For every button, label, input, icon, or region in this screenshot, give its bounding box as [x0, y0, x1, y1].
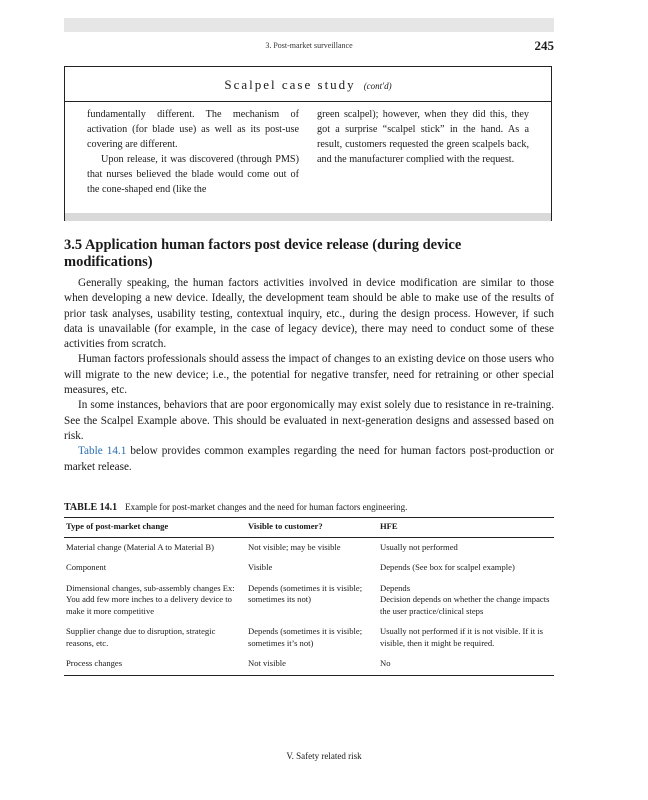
case-study-title [65, 77, 551, 93]
body-paragraph-4 [64, 444, 554, 475]
table-cell: Supplier change due to disruption, strategic reasons, etc. [66, 626, 216, 648]
table-cell: Usually not performed [380, 541, 458, 552]
table-cell: Depends Decision depends on whether the change impacts the user practice/clinical steps [380, 582, 550, 616]
table-reference-link[interactable]: Table 14.1 [78, 445, 127, 458]
table-header-cell: HFE [378, 518, 554, 538]
table-cell: Usually not performed if it is not visible. If it is visible, then it might be required. [380, 626, 544, 648]
table-row [64, 579, 554, 623]
body-paragraph-4-text: below provides common examples regarding the need for human factors post-production or market release. [64, 445, 555, 473]
table-caption [64, 502, 554, 513]
body-paragraph-1: Generally speaking, the human factors activities involved in device modification are similar to those when developing a new device. Ideally, the development team should be able to make use of the results of prior task analyses, usability testing, contextual inquiry, etc., during the design process. However, if such data is unavailable (for example, in the case of legacy device), there may need to conduct some of these activities from scratch. [64, 277, 554, 351]
post-market-table [64, 517, 554, 676]
case-study-left-p1: fundamentally different. The mechanism of activation (for blade use) as well as its post-use covering are different. [87, 109, 299, 150]
case-study-contd: (cont'd) [363, 81, 392, 91]
table-cell: Material change (Material A to Material B) [66, 541, 214, 552]
case-study-box [64, 66, 552, 221]
running-head-title: 3. Post-market surveillance [265, 41, 353, 50]
case-study-left-column [87, 107, 299, 197]
table-caption-text: Example for post-market changes and the need for human factors engineering. [125, 502, 408, 512]
case-study-rule [65, 101, 551, 102]
case-study-right-p1: green scalpel); however, when they did this, they got a surprise “scalpel stick” in the hand. As a result, customers requested the green scalpels back, and the manufacturer complied with the request. [317, 109, 529, 165]
case-study-title-text: Scalpel case study [224, 77, 356, 92]
table-header-row [64, 518, 554, 538]
table-row [64, 654, 554, 675]
table-cell: No [378, 654, 554, 675]
table-cell: Dimensional changes, sub-assembly changes Ex: You add few more inches to a delivery device to make it more competitive [66, 582, 235, 616]
case-study-left-p2: Upon release, it was discovered (through PMS) that nurses believed the blade would come out of the cone-shaped end (like the [87, 154, 299, 195]
table-cell: Process changes [64, 654, 246, 675]
running-head [64, 38, 554, 54]
table-cell: Depends (sometimes it is visible; sometimes its not) [248, 582, 363, 604]
page-number: 245 [534, 38, 554, 53]
table-cell: Component [66, 562, 107, 572]
section-body [64, 276, 554, 475]
page-footer: V. Safety related risk [286, 751, 362, 761]
table-cell: Depends (sometimes it is visible; sometimes it’s not) [248, 626, 363, 648]
table-cell: Depends (See box for scalpel example) [380, 562, 515, 572]
table-row [64, 537, 554, 558]
table-cell: Not visible [246, 654, 378, 675]
table-header-cell: Visible to customer? [246, 518, 378, 538]
table-cell: Visible [248, 562, 273, 572]
table-row [64, 622, 554, 654]
table-header-cell: Type of post-market change [64, 518, 246, 538]
case-study-right-column [317, 107, 529, 167]
table-row [64, 558, 554, 579]
table-cell: Not visible; may be visible [248, 541, 341, 552]
body-paragraph-2: Human factors professionals should assess the impact of changes to an existing device on those users who will migrate to the new device; i.e., the potential for negative transfer, need for retraining or other special measures, etc. [64, 353, 554, 397]
body-paragraph-3: In some instances, behaviors that are poor ergonomically may exist solely due to resistance in re-training. See the Scalpel Example above. This should be evaluated in next-generation designs and assessed based on risk. [64, 399, 554, 442]
header-bar [64, 18, 554, 32]
table-label: TABLE 14.1 [64, 502, 118, 513]
section-heading: 3.5 Application human factors post device release (during device modifications) [64, 237, 462, 270]
case-study-shade [65, 213, 551, 221]
